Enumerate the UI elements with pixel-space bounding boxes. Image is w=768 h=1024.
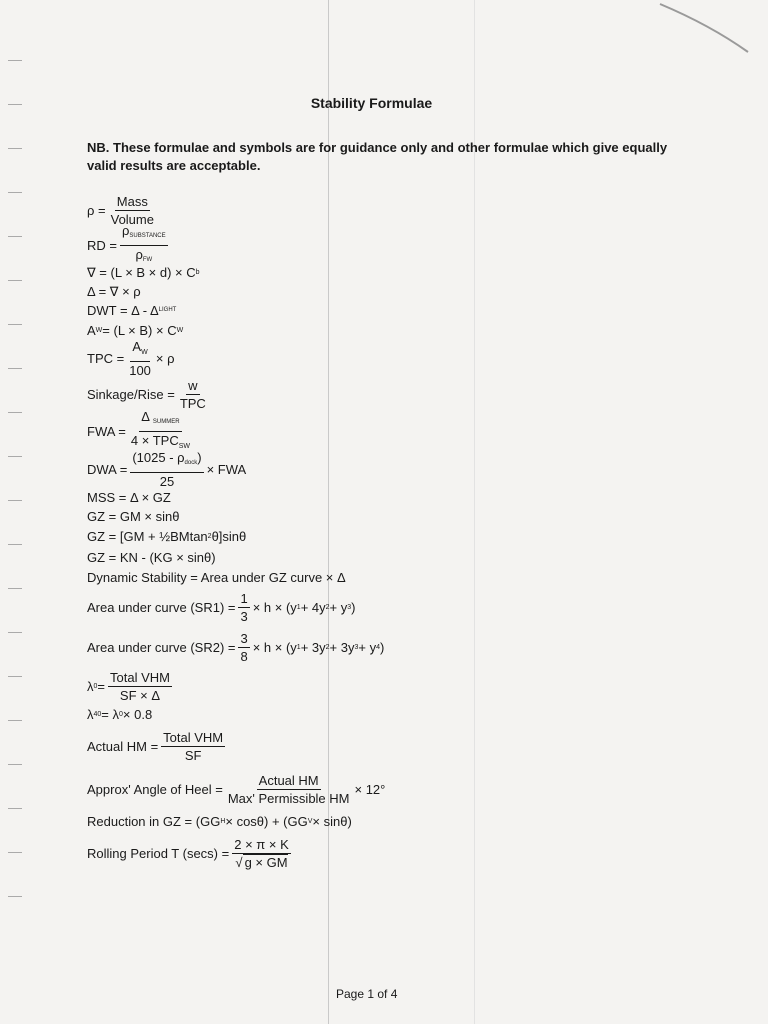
formula-gz-small-angle: GZ = GM × sinθ [87,509,180,524]
page-number: Page 1 of 4 [336,987,398,1001]
formula-lambda-zero: λ 0 = $\frac{\text{Total VHM}}{SF \times \Delta}$ [87,669,170,703]
formula-fwa: FWA = $\frac{\Delta _{SUMMER}}{4 \times TPC_{SW}}$ [87,408,190,450]
formula-displacement: Δ = ∇ × ρ [87,284,141,299]
page-title: Stability Formulae [310,95,433,111]
formula-volume: ∇ = (L × B × d) × C b [87,265,200,280]
formula-mss: MSS = Δ × GZ [87,490,171,505]
formula-rolling-period: Rolling Period T (secs) = $\frac{2 \times \pi \times K}{√ g \times GM}$ [87,836,289,870]
guidance-note: NB. These formulae and symbols are for guidance only and other formulae which give equally valid results are acceptable. [87,140,668,173]
formula-gz-wall-sided: GZ = [GM + ½BMtan 2 θ]sinθ [87,529,247,544]
formula-angle-of-heel: Approx' Angle of Heel = $\frac{\text{Actual HM}}{\text{Max' Permissible HM}}$ × 12° [87,772,386,806]
formula-dwt: DWT = Δ - Δ LIGHT [87,303,177,318]
formula-relative-density: RD = $\frac{\text{ρSUBSTANCE}}{\text{ρFW}}$ [87,222,166,263]
formula-simpsons-first: Area under curve (SR1) = $\frac{1}{3}$ × h × (y 1 + 4y 2 + y 3 ) [87,590,356,624]
formula-gz-kn: GZ = KN - (KG × sinθ) [87,549,216,565]
binding-marks [8,60,28,960]
formula-dynamic-stability: Dynamic Stability = Area under GZ curve × Δ [87,569,346,585]
formula-lambda-forty: λ 40 = λ 0 × 0.8 [87,707,153,722]
formula-dwa: DWA = $\frac{(1025 - \rho_{dock})}{25}$ × FWA [87,449,247,489]
formula-simpsons-second: Area under curve (SR2) = $\frac{3}{8}$ × h × (y 1 + 3y 2 + 3y 3 + y 4 ) [87,630,385,664]
formula-actual-hm: Actual HM = $\frac{\text{Total VHM}}{SF}$ [87,729,224,763]
formula-list [87,193,727,874]
formula-waterplane-area: A W = (L × B) × C W [87,322,184,338]
page-corner-crease [640,0,768,60]
formula-sinkage: Sinkage/Rise = $\frac{w}{\text{TPC}}$ [87,377,206,411]
formula-tpc: TPC = $\frac{A_W}{100}$ × ρ [87,338,175,378]
formula-gz-reduction: Reduction in GZ = (GG H × cosθ) + (GG V × sinθ) [87,813,352,829]
formula-density: ρ = $\frac{\text{Mass}}{\text{Volume}}$ [87,193,154,227]
